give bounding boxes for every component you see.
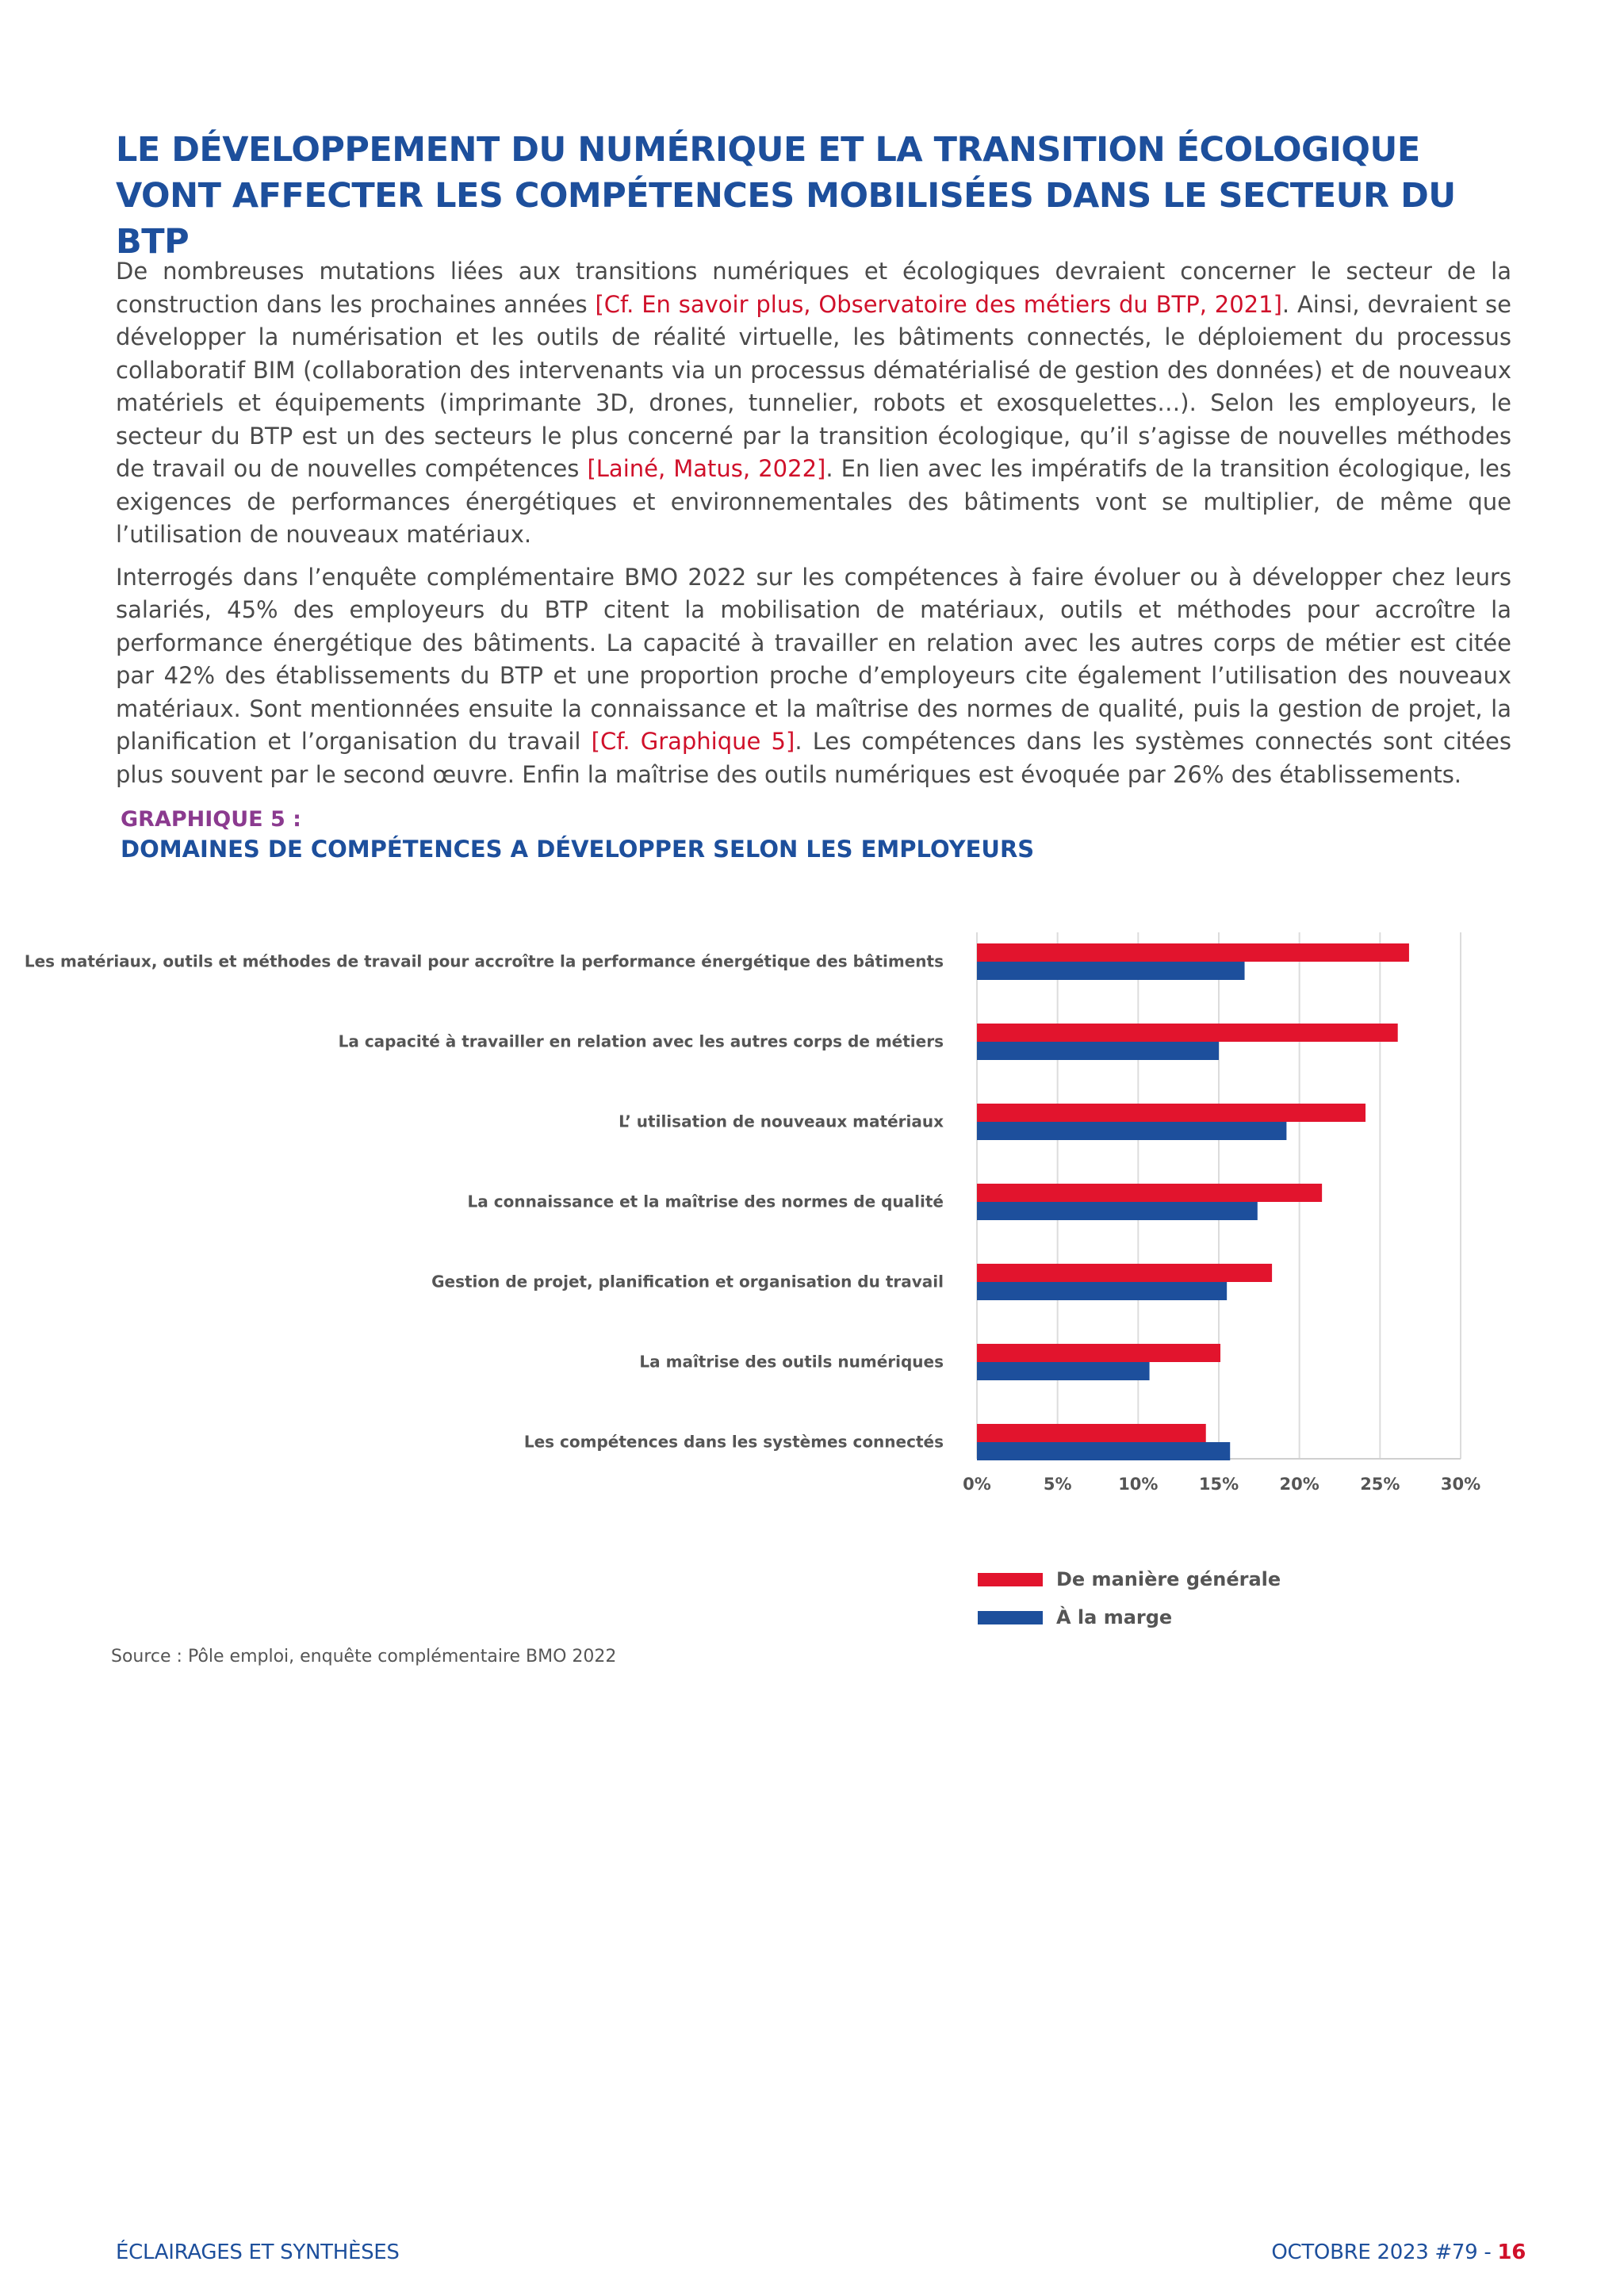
category-label: Gestion de projet, planification et organisation du travail xyxy=(431,1272,944,1292)
bar-marge xyxy=(977,1202,1258,1220)
x-tick-label: 20% xyxy=(1279,1475,1320,1494)
x-tick-label: 10% xyxy=(1118,1475,1159,1494)
paragraph-1-text-b: . Ainsi, devraient se développer la numérisation et les outils de réalité virtuelle, les bâtiments connectés, le déploiement du processus collaboratif BIM (collaboration des intervenants via un processus dématérialisé de gestion des données) et de nouveaux matériels et équipements (imprimante 3D, drones, tunnelier, robots et exosquelettes…). Selon les employeurs, le secteur du BTP est un des secteurs le plus concerné par la transition écologique, qu’il s’agisse de nouvelles méthodes de travail ou de nouvelles compétences xyxy=(116,290,1511,482)
page-number: 16 xyxy=(1497,2241,1526,2264)
legend-swatch xyxy=(978,1611,1043,1624)
bar-general xyxy=(977,1424,1206,1442)
x-tick-label: 30% xyxy=(1440,1475,1481,1494)
x-tick-label: 0% xyxy=(963,1475,991,1494)
bar-marge xyxy=(977,1122,1286,1140)
category-label: La capacité à travailler en relation avec les autres corps de métiers xyxy=(338,1031,944,1051)
footer-issue xyxy=(1271,2241,1526,2264)
graph-title: DOMAINES DE COMPÉTENCES A DÉVELOPPER SELON LES EMPLOYEURS xyxy=(121,836,1035,863)
bar-marge xyxy=(977,1362,1150,1380)
category-label: La maîtrise des outils numériques xyxy=(639,1352,944,1372)
bar-marge xyxy=(977,1442,1230,1460)
bar-marge xyxy=(977,1042,1219,1060)
footer-separator: - xyxy=(1477,2241,1498,2264)
paragraph-1-text-c: . En lien avec les impératifs de la transition écologique, les exigences de performances énergétiques et environnementales des bâtiments vont se multiplier, de même que l’utilisation de nouveaux matériaux. xyxy=(116,455,1511,548)
category-label: L’ utilisation de nouveaux matériaux xyxy=(619,1112,944,1131)
legend-label: De manière générale xyxy=(1056,1568,1281,1590)
paragraph-2-text-a: Interrogés dans l’enquête complémentaire BMO 2022 sur les compétences à faire évoluer ou à développer chez leurs salariés, 45% des employeurs du BTP citent la mobilisation de matériaux, outils et méthodes pour accroître la performance énergétique des bâtiments. La capacité à travailler en relation avec les autres corps de métier est citée par 42% des établissements du BTP et une proportion proche d’employeurs cite également l’utilisation des nouveaux matériaux. Sont mentionnées ensuite la connaissance et la maîtrise des normes de qualité, puis la gestion de projet, la planification et l’organisation du travail xyxy=(116,563,1511,755)
source-note: Source : Pôle emploi, enquête complémentaire BMO 2022 xyxy=(111,1647,617,1667)
page-title-line-2: VONT AFFECTER LES COMPÉTENCES MOBILISÉES DANS LE SECTEUR DU BTP xyxy=(116,176,1456,262)
bar-general xyxy=(977,943,1409,962)
x-tick-label: 25% xyxy=(1360,1475,1400,1494)
body-text xyxy=(116,255,1511,801)
paragraph-1-text-a: De nombreuses mutations liées aux transitions numériques et écologiques devraient concerner le secteur de la construction dans les prochaines années xyxy=(116,258,1511,318)
page-title-line-1: LE DÉVELOPPEMENT DU NUMÉRIQUE ET LA TRANSITION ÉCOLOGIQUE xyxy=(116,130,1420,170)
reference-link-laine-matus[interactable]: [Lainé, Matus, 2022] xyxy=(587,455,826,482)
category-label: Les matériaux, outils et méthodes de travail pour accroître la performance énergétique des bâtiments xyxy=(24,951,944,971)
bar-marge xyxy=(977,962,1245,980)
bar-general xyxy=(977,1344,1220,1362)
footer-publication: ÉCLAIRAGES ET SYNTHÈSES xyxy=(116,2241,400,2264)
paragraph-2-text-b: . Les compétences dans les systèmes connectés sont citées plus souvent par le second œuvre. Enfin la maîtrise des outils numériques est évoquée par 26% des établissements. xyxy=(116,728,1511,788)
bar-general xyxy=(977,1104,1365,1122)
category-label: La connaissance et la maîtrise des normes de qualité xyxy=(467,1192,944,1211)
paragraph-2 xyxy=(116,561,1511,792)
reference-link-observatoire[interactable]: [Cf. En savoir plus, Observatoire des métiers du BTP, 2021] xyxy=(595,290,1282,318)
x-tick-label: 5% xyxy=(1043,1475,1072,1494)
bar-general xyxy=(977,1264,1272,1282)
graph-kicker: GRAPHIQUE 5 : xyxy=(121,807,301,832)
paragraph-1 xyxy=(116,255,1511,552)
bar-general xyxy=(977,1184,1322,1202)
legend-swatch xyxy=(978,1573,1043,1586)
bar-general xyxy=(977,1024,1398,1042)
legend-label: À la marge xyxy=(1056,1606,1173,1628)
page-title xyxy=(116,127,1527,265)
bar-marge xyxy=(977,1282,1227,1300)
reference-link-graphique-5[interactable]: [Cf. Graphique 5] xyxy=(591,728,795,755)
x-tick-label: 15% xyxy=(1198,1475,1239,1494)
category-label: Les compétences dans les systèmes connectés xyxy=(523,1432,944,1452)
footer-issue-label: OCTOBRE 2023 #79 xyxy=(1271,2241,1478,2264)
